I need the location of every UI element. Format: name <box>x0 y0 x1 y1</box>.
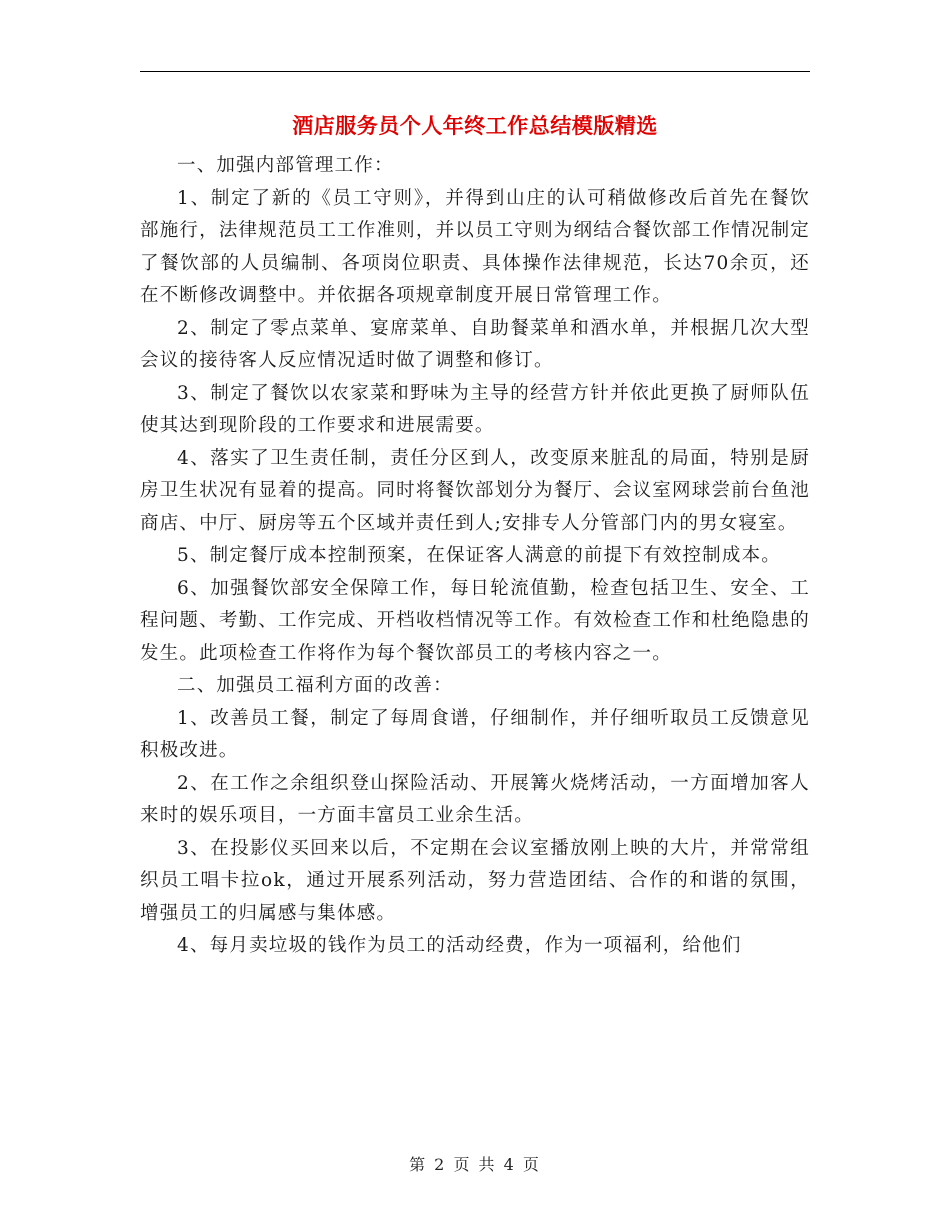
paragraph: 1、改善员工餐，制定了每周食谱，仔细制作，并仔细听取员工反馈意见积极改进。 <box>140 707 810 761</box>
paragraph: 2、制定了零点菜单、宴席菜单、自助餐菜单和酒水单，并根据几次大型会议的接待客人反应情况适时做了调整和修订。 <box>140 317 810 371</box>
paragraph: 4、落实了卫生责任制，责任分区到人，改变原来脏乱的局面，特别是厨房卫生状况有显着的提高。同时将餐饮部划分为餐厅、会议室网球尝前台鱼池商店、中厅、厨房等五个区域并责任到人;安排专人分管部门内的男女寝室。 <box>140 447 810 534</box>
section-heading: 二、加强员工福利方面的改善： <box>177 675 453 696</box>
paragraph: 3、在投影仪买回来以后，不定期在会议室播放刚上映的大片，并常常组织员工唱卡拉ok，通过开展系列活动，努力营造团结、合作的和谐的氛围，增强员工的归属感与集体感。 <box>140 837 810 924</box>
document-body <box>140 150 810 963</box>
document-title: 酒店服务员个人年终工作总结模版精选 <box>292 113 658 138</box>
paragraph: 6、加强餐饮部安全保障工作，每日轮流值勤，检查包括卫生、安全、工程问题、考勤、工作完成、开档收档情况等工作。有效检查工作和杜绝隐患的发生。此项检查工作将作为每个餐饮部员工的考核内容之一。 <box>140 577 810 664</box>
paragraph: 4、每月卖垃圾的钱作为员工的活动经费，作为一项福利，给他们 <box>177 935 742 956</box>
paragraph: 2、在工作之余组织登山探险活动、开展篝火烧烤活动，一方面增加客人来时的娱乐项目，一方面丰富员工业余生活。 <box>140 772 810 826</box>
paragraph: 5、制定餐厅成本控制预案，在保证客人满意的前提下有效控制成本。 <box>177 545 781 566</box>
section-heading: 一、加强内部管理工作： <box>177 155 394 176</box>
header-rule <box>140 71 810 72</box>
paragraph: 1、制定了新的《员工守则》，并得到山庄的认可稍做修改后首先在餐饮部施行，法律规范员工工作准则，并以员工守则为纲结合餐饮部工作情况制定了餐饮部的人员编制、各项岗位职责、具体操作法律规范，长达70余页，还在不断修改调整中。并依据各项规章制度开展日常管理工作。 <box>140 187 810 306</box>
paragraph: 3、制定了餐饮以农家菜和野味为主导的经营方针并依此更换了厨师队伍使其达到现阶段的工作要求和进展需要。 <box>140 382 810 436</box>
page-footer: 第 2 页 共 4 页 <box>409 1155 541 1174</box>
